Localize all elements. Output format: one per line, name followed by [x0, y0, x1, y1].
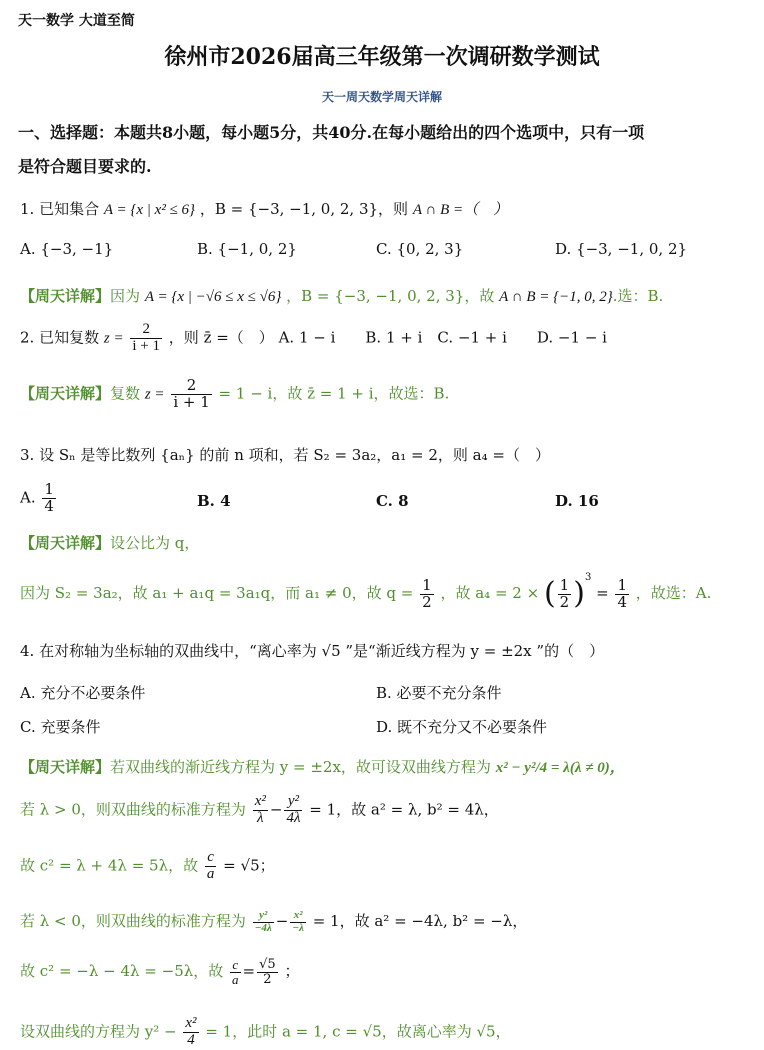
q4-s2-frac1: $\frac{\text{x²}}{\lambda}$ [254, 793, 266, 826]
q3-sol2-rden: 4 [617, 592, 627, 611]
solution-tag: 【周天详解】 [20, 384, 111, 403]
q3-sol2-pow-den: 2 [559, 592, 570, 611]
q2-sol-a: 复数 [110, 384, 141, 403]
q4-s4-b: = 1，故 a² = −4λ, b² = −λ， [312, 912, 528, 931]
q3-opt-a-num: 1 [44, 480, 54, 498]
q4-s6-frac: $\frac{\text{x²}}{4}$ [185, 1015, 197, 1048]
q4-s2-a: 若 λ > 0，则双曲线的标准方程为 [20, 800, 246, 819]
q3-solution-line2 [20, 572, 711, 610]
q2-sol-frac-num: 2 [186, 376, 197, 394]
q1-set-a: A = {x | x² ≤ 6} [103, 202, 196, 218]
q4-s4-frac2: $\frac{\text{x²}}{-\lambda}$ [292, 909, 304, 934]
q3-option-a-label: A. [20, 488, 36, 507]
q3-sol2-result-fraction [615, 575, 629, 611]
q2-prefix: 2. 已知复数 [20, 328, 100, 347]
brand-header: 天一数学 大道至简 [18, 13, 135, 29]
q3-opt-a-den: 4 [44, 496, 54, 515]
q3-sol2-q-fraction [420, 575, 434, 611]
q4-solution-line5: 故 c² = −λ − 4λ = −5λ，故 $\frac{c}{a}$ = $\frac{√5}{2}$ ； [20, 957, 300, 987]
q3-sol2-exponent: 3 [584, 572, 592, 583]
page-title: 徐州市2026届高三年级第一次调研数学测试 [164, 44, 600, 70]
q4-option-d: D. 既不充分又不必要条件 [376, 718, 548, 736]
question-4: 4. 在对称轴为坐标轴的双曲线中，“离心率为 √5 ”是“渐近线方程为 y = ±2x ”的（ ） [20, 642, 605, 660]
q3-sol2-rnum: 1 [617, 575, 627, 594]
solution-tag: 【周天详解】 [20, 534, 111, 552]
q4-option-c: C. 充要条件 [20, 718, 101, 736]
q3-option-a-fraction [42, 482, 56, 515]
q4-s3-a: 故 c² = λ + 4λ = 5λ，故 [20, 856, 199, 875]
q3-solution-line1 [20, 532, 199, 553]
q1-option-b: B. {−1, 0, 2} [197, 240, 297, 258]
q1-sol-a: 因为 [110, 287, 141, 305]
q4-solution-line1 [20, 756, 625, 777]
q3-sol1: 设公比为 q， [110, 534, 200, 552]
q4-s5-result: $\frac{√5}{2}$ [259, 957, 276, 987]
q4-s6-b: = 1，此时 a = 1, c = √5，故离心率为 √5， [205, 1022, 511, 1041]
q1-option-c: C. {0, 2, 3} [376, 240, 464, 258]
q1-option-a: A. {−3, −1} [20, 240, 114, 258]
q3-sol2-num: 1 [422, 575, 432, 594]
q4-solution-line4: 若 λ < 0，则双曲线的标准方程为 $\frac{\text{y²}}{-4\lambda}$ − $\frac{\text{x²}}{-\lambda}$ = 1，故 a² = −4λ, b² = −λ， [20, 909, 528, 934]
q3-sol2-d: ，故选：A. [635, 584, 712, 602]
q4-solution-line3 [20, 850, 275, 883]
left-paren: ( [543, 576, 556, 611]
q4-solution-line6 [20, 1016, 511, 1049]
q3-sol2-eq: = [596, 584, 609, 602]
question-1 [20, 198, 508, 219]
q1-solution [20, 285, 663, 306]
q4-s4-frac1: $\frac{\text{y²}}{-4\lambda}$ [254, 909, 272, 934]
page-subtitle: 天一周天数学周天详解 [321, 90, 442, 104]
q3-sol2-power-fraction [558, 575, 572, 611]
solution-tag: 【周天详解】 [20, 758, 111, 776]
q2-sol-fraction [171, 378, 211, 411]
q2-ask: ，则 z̄ =（ ） [168, 328, 274, 347]
q3-sol2-a: 因为 S₂ = 3a₂，故 a₁ + a₁q = 3a₁q，而 a₁ ≠ 0，故 q = [20, 584, 414, 602]
q4-option-a: A. 充分不必要条件 [20, 684, 146, 702]
q1-sol-b: A = {x | −√6 ≤ x ≤ √6} [144, 289, 282, 305]
q1-sol-e: .选：B. [612, 287, 664, 305]
q2-frac-num: 2 [142, 321, 150, 337]
q2-frac-den: i + 1 [132, 337, 161, 354]
q3-sol2-pow-num: 1 [559, 575, 570, 594]
q4-s5-a: 故 c² = −λ − 4λ = −5λ，故 [20, 962, 224, 981]
q1-set-b: ，B = {−3, −1, 0, 2, 3}，则 [199, 200, 409, 218]
q2-sol-z: z = [144, 386, 165, 403]
q4-s2-b: = 1，故 a² = λ, b² = 4λ， [309, 800, 499, 819]
q2-sol-frac-den: i + 1 [173, 392, 210, 411]
q4-s1: 若双曲线的渐近线方程为 y = ±2x，故可设双曲线方程为 [110, 758, 491, 776]
q2-sol-c: = 1 − i，故 z̄ = 1 + i，故选：B. [218, 384, 450, 403]
q2-solution [20, 378, 449, 411]
q4-s6-a: 设双曲线的方程为 y² − [20, 1022, 177, 1041]
q1-sol-d: A ∩ B = {−1, 0, 2} [499, 289, 613, 305]
q3-sol2-den: 2 [422, 592, 432, 611]
section-heading-line2: 是符合题目要求的. [18, 157, 152, 176]
q4-s3-frac: $\frac{c}{a}$ [206, 849, 215, 882]
q2-z: z = [103, 330, 124, 347]
q1-sol-c: ，B = {−3, −1, 0, 2, 3}，故 [286, 287, 495, 305]
question-3: 3. 设 Sₙ 是等比数列 {aₙ} 的前 n 项和，若 S₂ = 3a₂，a₁ = 2，则 a₄ =（ ） [20, 446, 550, 464]
q3-option-c: C. 8 [376, 492, 409, 510]
section-heading-line1: 一、选择题：本题共8小题，每小题5分，共40分.在每小题给出的四个选项中，只有一项 [18, 123, 645, 142]
q2-fraction [130, 322, 162, 355]
q4-s1-equation: x² − y²/4 = λ(λ ≠ 0)， [495, 760, 625, 776]
q1-option-d: D. {−3, −1, 0, 2} [555, 240, 688, 258]
q4-s2-frac2: $\frac{\text{y²}}{4\lambda}$ [286, 793, 301, 826]
q2-options: A. 1 − i B. 1 + i C. −1 + i D. −1 − i [278, 328, 607, 347]
q3-sol2-b: ，故 a₄ = 2 × [440, 584, 540, 602]
q3-option-d: D. 16 [555, 492, 599, 510]
q1-ask: A ∩ B =（ ） [412, 202, 509, 218]
q4-s4-a: 若 λ < 0，则双曲线的标准方程为 [20, 912, 246, 931]
solution-tag: 【周天详解】 [20, 287, 111, 305]
q1-prefix: 1. 已知集合 [20, 200, 100, 218]
q4-s3-b: = √5； [223, 856, 275, 875]
question-2 [20, 322, 607, 355]
q4-s5-b: ； [284, 962, 300, 981]
q3-option-b: B. 4 [197, 492, 231, 510]
q4-option-b: B. 必要不充分条件 [376, 684, 502, 702]
q4-s5-frac: $\frac{c}{a}$ [232, 957, 239, 987]
right-paren: ) [573, 576, 585, 611]
q3-option-a [20, 482, 58, 515]
q4-solution-line2: 若 λ > 0，则双曲线的标准方程为 $\frac{\text{x²}}{\lambda}$ − $\frac{\text{y²}}{4\lambda}$ = 1，故 a² = λ, b² = 4λ， [20, 793, 499, 826]
